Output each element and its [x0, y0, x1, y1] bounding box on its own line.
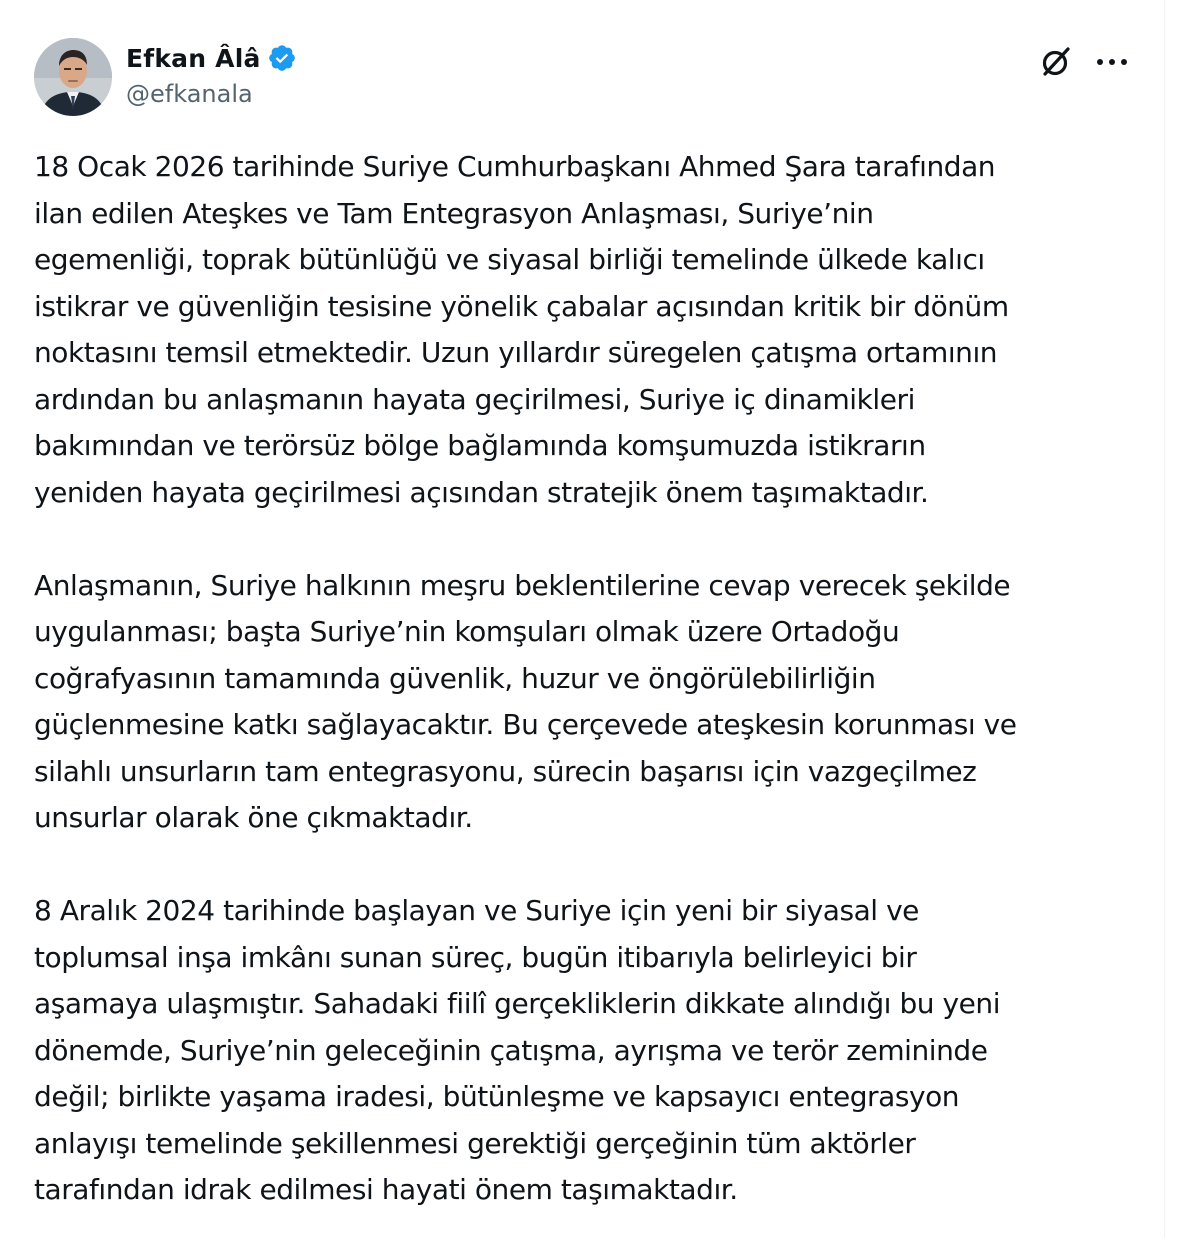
tweet-text-line: toplumsal inşa imkânı sunan süreç, bugün itibarıyla belirleyici bir: [34, 940, 917, 974]
tweet-text-line: bakımından ve terörsüz bölge bağlamında komşumuzda istikrarın: [34, 429, 926, 462]
author-handle[interactable]: @efkanala: [126, 80, 253, 108]
tweet-text-line: unsurlar olarak öne çıkmaktadır.: [34, 801, 473, 834]
tweet-text-line: 8 Aralık 2024 tarihinde başlayan ve Suriye için yeni bir siyasal ve: [34, 894, 919, 927]
tweet-text-line: anlayışı temelinde şekillenmesi gerektiği gerçeğinin tüm aktörler: [34, 1126, 916, 1160]
tweet-text-line: uygulanması; başta Suriye’nin komşuları olmak üzere Ortadoğu: [34, 615, 900, 648]
profile-photo: [34, 38, 112, 116]
header-actions: [1036, 42, 1134, 82]
grok-button[interactable]: [1036, 42, 1076, 82]
tweet-text-line: egemenliği, toprak bütünlüğü ve siyasal birliği temelinde ülkede kalıcı: [34, 243, 985, 276]
author-block: [126, 40, 297, 108]
verified-badge-icon: [267, 43, 297, 73]
more-options-button[interactable]: [1090, 42, 1134, 82]
tweet-text-line: noktasını temsil etmektedir. Uzun yıllardır süregelen çatışma ortamının: [34, 336, 998, 369]
avatar[interactable]: [34, 38, 112, 116]
tweet-text-line: Anlaşmanın, Suriye halkının meşru beklentilerine cevap verecek şekilde: [34, 568, 1011, 602]
display-name-row: [126, 40, 297, 76]
tweet-text-line: yeniden hayata geçirilmesi açısından stratejik önem taşımaktadır.: [34, 475, 929, 509]
tweet-text-line: silahlı unsurların tam entegrasyonu, sürecin başarısı için vazgeçilmez: [34, 754, 977, 788]
tweet-text-line: ilan edilen Ateşkes ve Tam Entegrasyon Anlaşması, Suriye’nin: [34, 196, 874, 230]
tweet-text-line: tarafından idrak edilmesi hayati önem taşımaktadır.: [34, 1173, 738, 1206]
tweet-text-line: dönemde, Suriye’nin geleceğinin çatışma, ayrışma ve terör zemininde: [34, 1033, 988, 1067]
tweet-text-line: güçlenmesine katkı sağlayacaktır. Bu çerçevede ateşkesin korunması ve: [34, 708, 1017, 741]
display-name[interactable]: Efkan Âlâ: [126, 43, 261, 73]
grok-icon: [1039, 45, 1073, 79]
tweet-paragraph: [34, 888, 1134, 1214]
tweet-header: [34, 38, 1134, 118]
tweet-text-line: coğrafyasının tamamında güvenlik, huzur ve öngörülebilirliğin: [34, 661, 876, 695]
more-options-icon: [1095, 57, 1129, 67]
tweet-text-line: ardından bu anlaşmanın hayata geçirilmesi, Suriye iç dinamikleri: [34, 382, 915, 416]
tweet-text: [34, 144, 1134, 1260]
tweet-paragraph: [34, 563, 1134, 842]
tweet-text-line: istikrar ve güvenliğin tesisine yönelik çabalar açısından kritik bir dönüm: [34, 289, 1009, 323]
tweet-text-line: aşamaya ulaşmıştır. Sahadaki fiilî gerçekliklerin dikkate alındığı bu yeni: [34, 987, 1001, 1020]
tweet-text-line: 18 Ocak 2026 tarihinde Suriye Cumhurbaşkanı Ahmed Şara tarafından: [34, 150, 996, 183]
tweet-text-line: değil; birlikte yaşama iradesi, bütünleşme ve kapsayıcı entegrasyon: [34, 1080, 960, 1113]
tweet-paragraph: [34, 144, 1134, 516]
